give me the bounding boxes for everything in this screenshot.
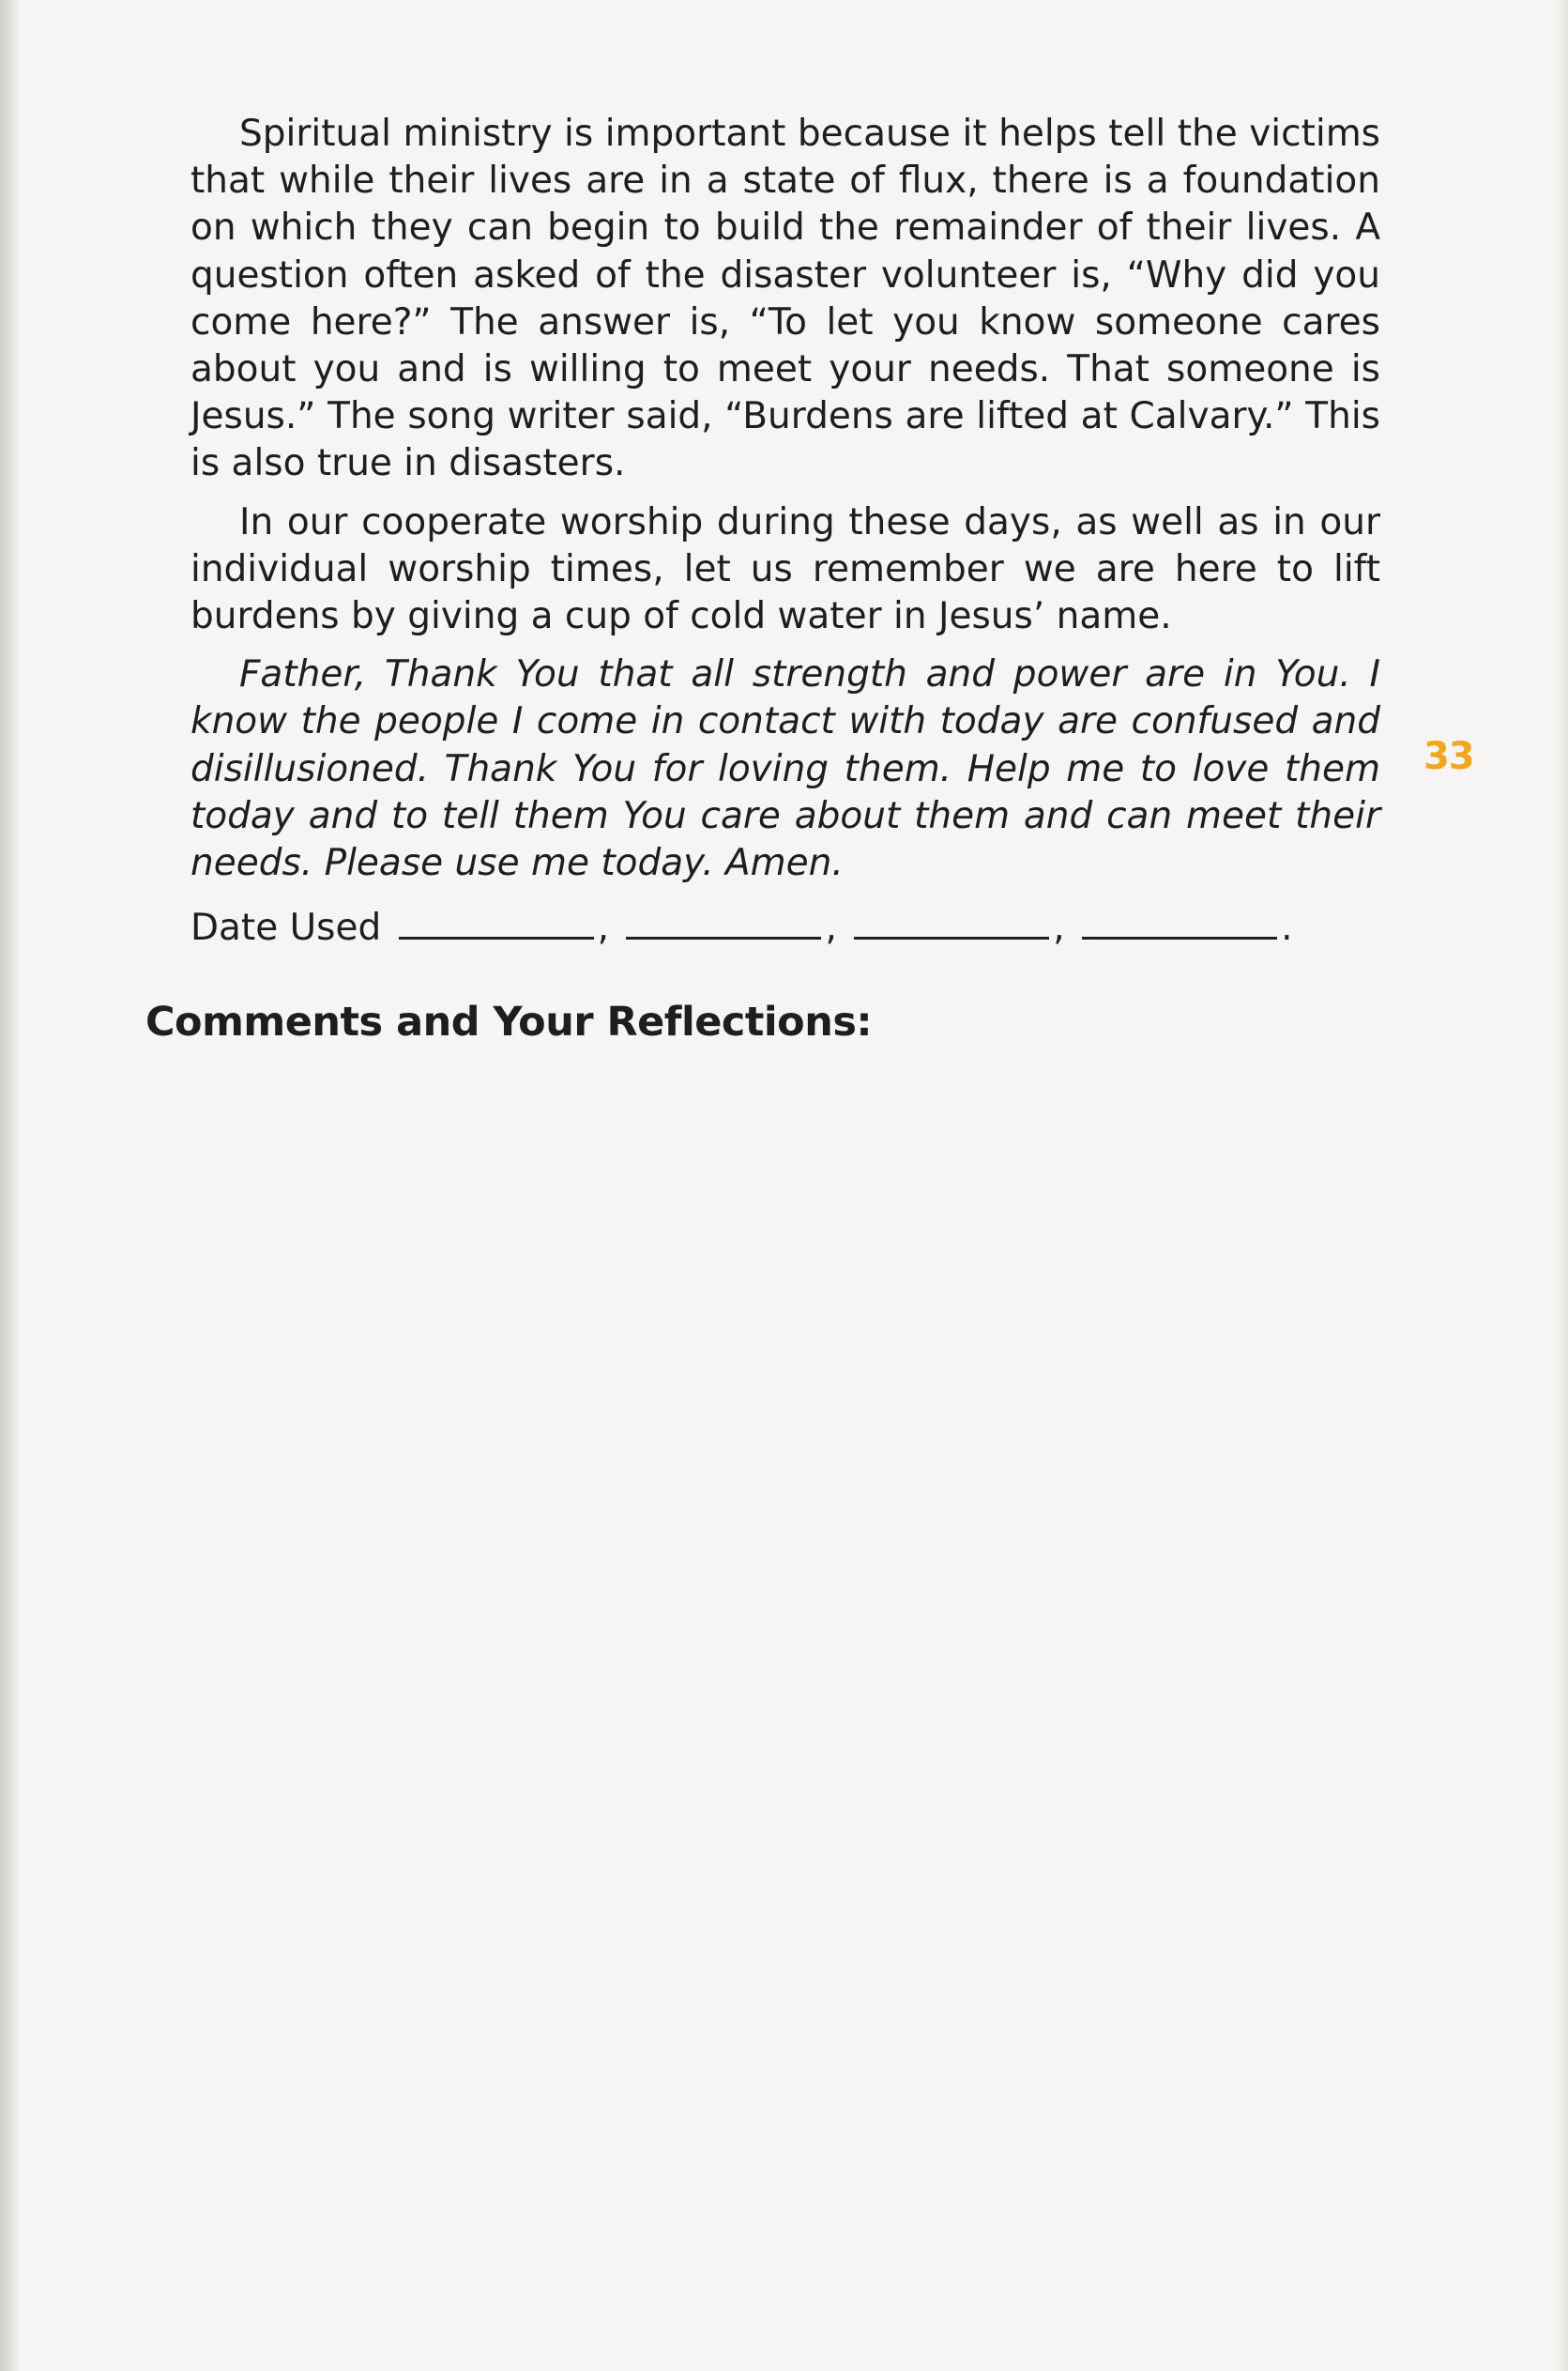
page-number: 33	[1423, 735, 1474, 778]
date-used-line	[190, 901, 1292, 952]
paragraph-worship: In our cooperate worship during these days, as well as in our individual worship times, let us remember we are here to lift burdens by giving a cup of cold water in Jesus’ name.	[190, 500, 1380, 638]
page-edge-shadow	[1555, 0, 1568, 2371]
page-gutter-shadow	[0, 0, 21, 2371]
date-end-period: .	[1281, 907, 1293, 949]
date-separator: ,	[1053, 907, 1065, 949]
date-blank-3[interactable]	[854, 901, 1049, 940]
date-used-label: Date Used	[190, 907, 382, 949]
prayer-paragraph: Father, Thank You that all strength and power are in You. I know the people I come in contact with today are confused and disillusioned. Thank You for loving them. Help me to love them today and to tell them You care about them and can meet their needs. Please use me today. Amen.	[190, 653, 1380, 885]
comments-heading: Comments and Your Reflections:	[145, 999, 873, 1046]
devotional-text	[190, 111, 1380, 887]
date-separator: ,	[825, 907, 837, 949]
date-separator: ,	[597, 907, 610, 949]
paragraph-spiritual-ministry: Spiritual ministry is important because it helps tell the victims that while their lives are in a state of flux, there is a foundation on which they can begin to build the remainder of their lives. A question often asked of the disaster volunteer is, “Why did you come here?” The answer is, “To let you know someone cares about you and is willing to meet your needs. That someone is Jesus.” The song writer said, “Burdens are lifted at Calvary.” This is also true in disasters.	[190, 113, 1380, 485]
date-blank-1[interactable]	[399, 901, 594, 940]
date-blank-2[interactable]	[626, 901, 821, 940]
date-blank-4[interactable]	[1082, 901, 1277, 940]
